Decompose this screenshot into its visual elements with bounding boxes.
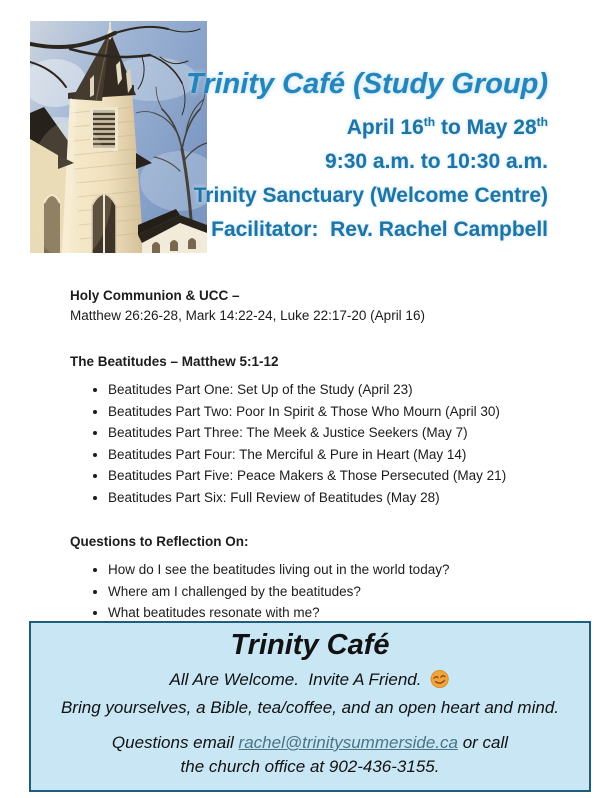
communion-heading: Holy Communion & UCC – [70, 288, 240, 303]
contact-line [31, 733, 589, 753]
header-facilitator: Facilitator: Rev. Rachel Campbell [211, 218, 548, 241]
list-item: • What beatitudes resonate with me? [108, 604, 560, 622]
date-superscript: th [536, 115, 548, 129]
questions-heading: Questions to Reflection On: [70, 534, 249, 549]
beatitudes-list [70, 381, 560, 506]
contact-line-2: the church office at 902-436-3155. [180, 757, 440, 776]
header-dates [186, 116, 548, 140]
body-copy [70, 286, 560, 626]
list-item: • How do I see the beatitudes living out in the world today? [108, 561, 560, 579]
list-item: • Beatitudes Part Two: Poor In Spirit & Those Who Mourn (April 30) [108, 403, 560, 421]
date-text: to May 28 [435, 116, 537, 139]
contact-prefix: Questions email [111, 733, 239, 752]
header-location: Trinity Sanctuary (Welcome Centre) [193, 184, 548, 207]
header-time: 9:30 a.m. to 10:30 a.m. [325, 150, 548, 173]
welcome-text: All Are Welcome. Invite A Friend. [169, 670, 422, 689]
list-item: • Beatitudes Part Six: Full Review of Beatitudes (May 28) [108, 489, 560, 507]
list-item: • Beatitudes Part Four: The Merciful & Pure in Heart (May 14) [108, 446, 560, 464]
date-text: April 16 [346, 116, 424, 139]
communion-text: Matthew 26:26-28, Mark 14:22-24, Luke 22:17-20 (April 16) [70, 308, 425, 323]
contact-suffix: or call [457, 733, 509, 752]
list-item: • Beatitudes Part Five: Peace Makers & Those Persecuted (May 21) [108, 467, 560, 485]
welcome-line [31, 669, 589, 694]
email-link[interactable]: rachel@trinitysummerside.ca [238, 733, 458, 752]
bring-line: Bring yourselves, a Bible, tea/coffee, and an open heart and mind. [60, 698, 560, 717]
info-box [29, 621, 591, 792]
smiling-face-emoji-icon [429, 668, 452, 696]
info-box-title: Trinity Café [230, 629, 390, 661]
list-item: • Beatitudes Part Three: The Meek & Justice Seekers (May 7) [108, 424, 560, 442]
list-item: • Beatitudes Part One: Set Up of the Study (April 23) [108, 381, 560, 399]
church-photo [30, 21, 207, 253]
list-item: • Where am I challenged by the beatitudes? [108, 583, 560, 601]
questions-list [70, 561, 560, 622]
header-block [186, 68, 548, 252]
page-title: Trinity Café (Study Group) [186, 68, 548, 100]
church-steeple-illustration [30, 21, 207, 253]
beatitudes-heading: The Beatitudes – Matthew 5:1-12 [70, 354, 279, 369]
date-superscript: th [423, 115, 436, 129]
